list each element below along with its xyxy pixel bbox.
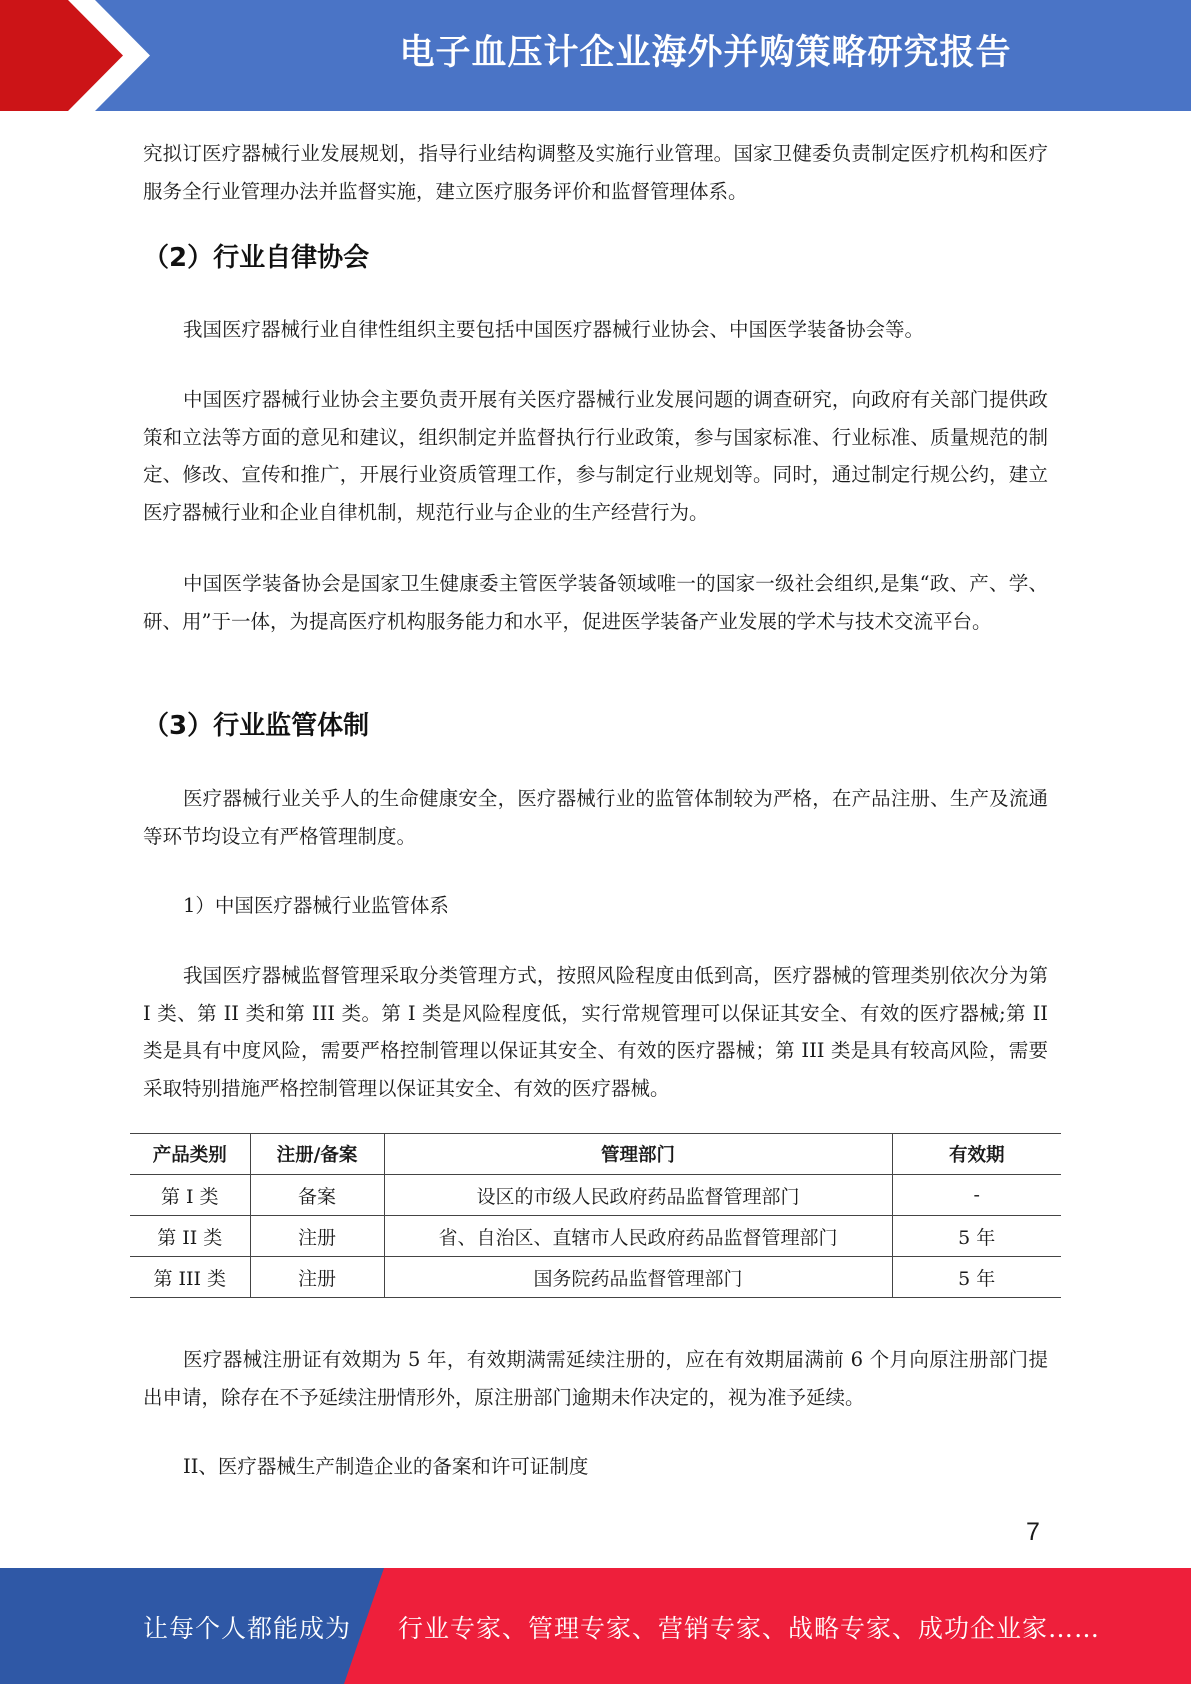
- table-header-cell: 有效期: [892, 1134, 1061, 1175]
- table-header-row: [130, 1134, 1061, 1175]
- body-paragraph: 我国医疗器械行业自律性组织主要包括中国医疗器械行业协会、中国医学装备协会等。: [183, 318, 925, 341]
- table-header-cell: 管理部门: [384, 1134, 892, 1175]
- table-header-cell: 产品类别: [130, 1134, 250, 1175]
- table-cell: 注册: [250, 1216, 384, 1257]
- footer-slogan-left: 让每个人都能成为: [143, 1614, 352, 1643]
- table-row: [130, 1175, 1061, 1216]
- document-title: 电子血压计企业海外并购策略研究报告: [399, 33, 1012, 73]
- body-paragraph: 医疗器械行业关乎人的生命健康安全，医疗器械行业的监管体制较为严格，在产品注册、生产及流通等环节均设立有严格管理制度。: [143, 787, 1048, 848]
- table-cell: 省、自治区、直辖市人民政府药品监督管理部门: [384, 1216, 892, 1257]
- page-number: 7: [1026, 1518, 1040, 1546]
- page-header: [0, 0, 1191, 111]
- body-paragraph: 我国医疗器械监督管理采取分类管理方式，按照风险程度由低到高，医疗器械的管理类别依次分为第 I 类、第 II 类和第 III 类。第 I 类是风险程度低，实行常规管理可以保证其安全、有效的医疗器械;第 II 类是具有中度风险，需要严格控制管理以保证其安全、有效的医疗器械；第 III 类是具有较高风险，需要采取特别措施严格控制管理以保证其安全、有效的医疗器械。: [143, 964, 1048, 1100]
- body-paragraph: 究拟订医疗器械行业发展规划，指导行业结构调整及实施行业管理。国家卫健委负责制定医疗机构和医疗服务全行业管理办法并监督实施，建立医疗服务评价和监督管理体系。: [143, 142, 1048, 203]
- subsection-title: II、医疗器械生产制造企业的备案和许可证制度: [183, 1455, 589, 1478]
- device-class-table: [130, 1133, 1061, 1298]
- table-row: [130, 1257, 1061, 1298]
- footer-slogan-right: 行业专家、管理专家、营销专家、战略专家、成功企业家……: [398, 1614, 1101, 1643]
- table-row: [130, 1216, 1061, 1257]
- table-cell: 第 II 类: [130, 1216, 250, 1257]
- table-cell: 第 I 类: [130, 1175, 250, 1216]
- table-cell: 国务院药品监督管理部门: [384, 1257, 892, 1298]
- body-paragraph: 医疗器械注册证有效期为 5 年，有效期满需延续注册的，应在有效期届满前 6 个月向原注册部门提出申请，除存在不予延续注册情形外，原注册部门逾期未作决定的，视为准予延续。: [143, 1348, 1048, 1409]
- page-footer: [0, 1568, 1191, 1684]
- table-cell: 注册: [250, 1257, 384, 1298]
- section-heading: （2）行业自律协会: [143, 243, 370, 273]
- header-chevron-icon: [0, 0, 150, 111]
- table-cell: 5 年: [892, 1257, 1061, 1298]
- body-paragraph: 中国医学装备协会是国家卫生健康委主管医学装备领域唯一的国家一级社会组织,是集“政、产、学、研、用”于一体，为提高医疗机构服务能力和水平，促进医学装备产业发展的学术与技术交流平台。: [143, 572, 1048, 633]
- body-paragraph: 中国医疗器械行业协会主要负责开展有关医疗器械行业发展问题的调查研究，向政府有关部门提供政策和立法等方面的意见和建议，组织制定并监督执行行业政策，参与国家标准、行业标准、质量规范的制定、修改、宣传和推广，开展行业资质管理工作，参与制定行业规划等。同时，通过制定行规公约，建立医疗器械行业和企业自律机制，规范行业与企业的生产经营行为。: [143, 388, 1048, 524]
- table-cell: 设区的市级人民政府药品监督管理部门: [384, 1175, 892, 1216]
- table-cell: 5 年: [892, 1216, 1061, 1257]
- subsection-title: 1）中国医疗器械行业监管体系: [183, 894, 449, 917]
- table-cell: 备案: [250, 1175, 384, 1216]
- table-cell: 第 III 类: [130, 1257, 250, 1298]
- section-heading: （3）行业监管体制: [143, 711, 370, 741]
- table-header-cell: 注册/备案: [250, 1134, 384, 1175]
- table-cell: -: [892, 1175, 1061, 1216]
